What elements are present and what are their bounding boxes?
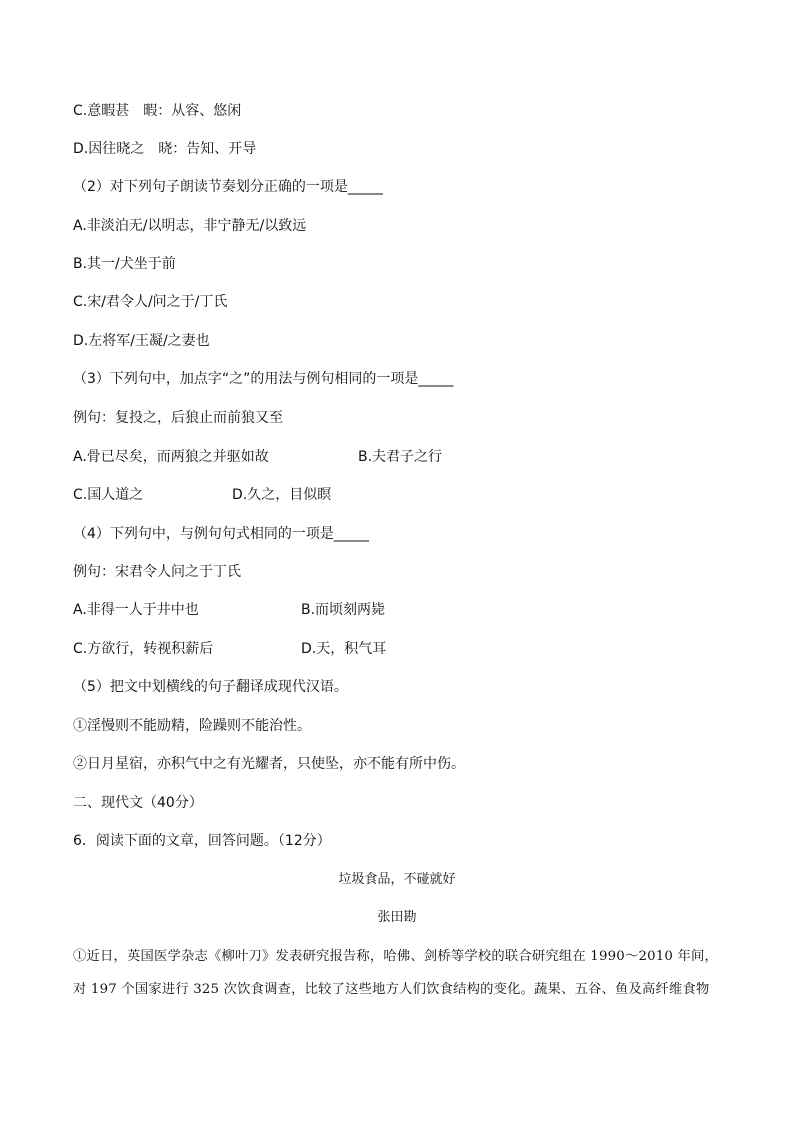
q2-option-a: A.非淡泊无/以明志，非宁静无/以致远 xyxy=(73,218,307,234)
q2-option-b: B.其一/犬坐于前 xyxy=(73,256,176,272)
article-paragraph-line: 对 197 个国家进行 325 次饮食调查，比较了这些地方人们饮食结构的变化。蔬果、五谷、鱼及高纤维食物 xyxy=(73,982,710,997)
q3-option-c: C.国人道之 xyxy=(73,487,144,503)
section-heading: 二、现代文（40分） xyxy=(73,795,203,811)
q3-option-a: A.骨已尽矣，而两狼之并驱如故 xyxy=(73,449,269,465)
q2-stem: （2）对下列句子朗读节奏划分正确的一项是_____ xyxy=(73,179,383,195)
q3-option-b: B.夫君子之行 xyxy=(358,449,443,465)
q4-option-a: A.非得一人于井中也 xyxy=(73,602,199,618)
q2-option-c: C.宋/君令人/问之于/丁氏 xyxy=(73,294,228,310)
q3-option-d: D.久之，目似瞑 xyxy=(232,487,332,503)
q4-option-d: D.天，积气耳 xyxy=(301,641,387,657)
q1-option-c: C.意暇甚 暇：从容、悠闲 xyxy=(73,103,242,119)
q3-stem: （3）下列句中，加点字“之”的用法与例句相同的一项是_____ xyxy=(73,371,454,387)
q4-stem: （4）下列句中，与例句句式相同的一项是_____ xyxy=(73,526,369,542)
article-paragraph-line: ①近日，英国医学杂志《柳叶刀》发表研究报告称，哈佛、剑桥等学校的联合研究组在 1990～2010 年间， xyxy=(73,949,718,964)
q5-stem: （5）把文中划横线的句子翻译成现代汉语。 xyxy=(73,679,348,695)
q6-stem: 6．阅读下面的文章，回答问题。（12分） xyxy=(73,833,331,849)
q2-option-d: D.左将军/王凝/之妻也 xyxy=(73,333,210,349)
article-author: 张田勘 xyxy=(377,910,417,925)
q4-option-b: B.而顷刻两毙 xyxy=(301,602,386,618)
q4-example: 例句：宋君令人问之于丁氏 xyxy=(73,564,241,580)
q3-example: 例句：复投之，后狼止而前狼又至 xyxy=(73,410,283,426)
q5-item-1: ①淫慢则不能励精，险躁则不能治性。 xyxy=(73,718,311,734)
q1-option-d: D.因往晓之 晓：告知、开导 xyxy=(73,141,257,157)
q4-option-c: C.方欲行，转视积薪后 xyxy=(73,641,214,657)
article-title: 垃圾食品，不碰就好 xyxy=(338,872,456,887)
q5-item-2: ②日月星宿，亦积气中之有光耀者，只使坠，亦不能有所中伤。 xyxy=(73,756,465,772)
